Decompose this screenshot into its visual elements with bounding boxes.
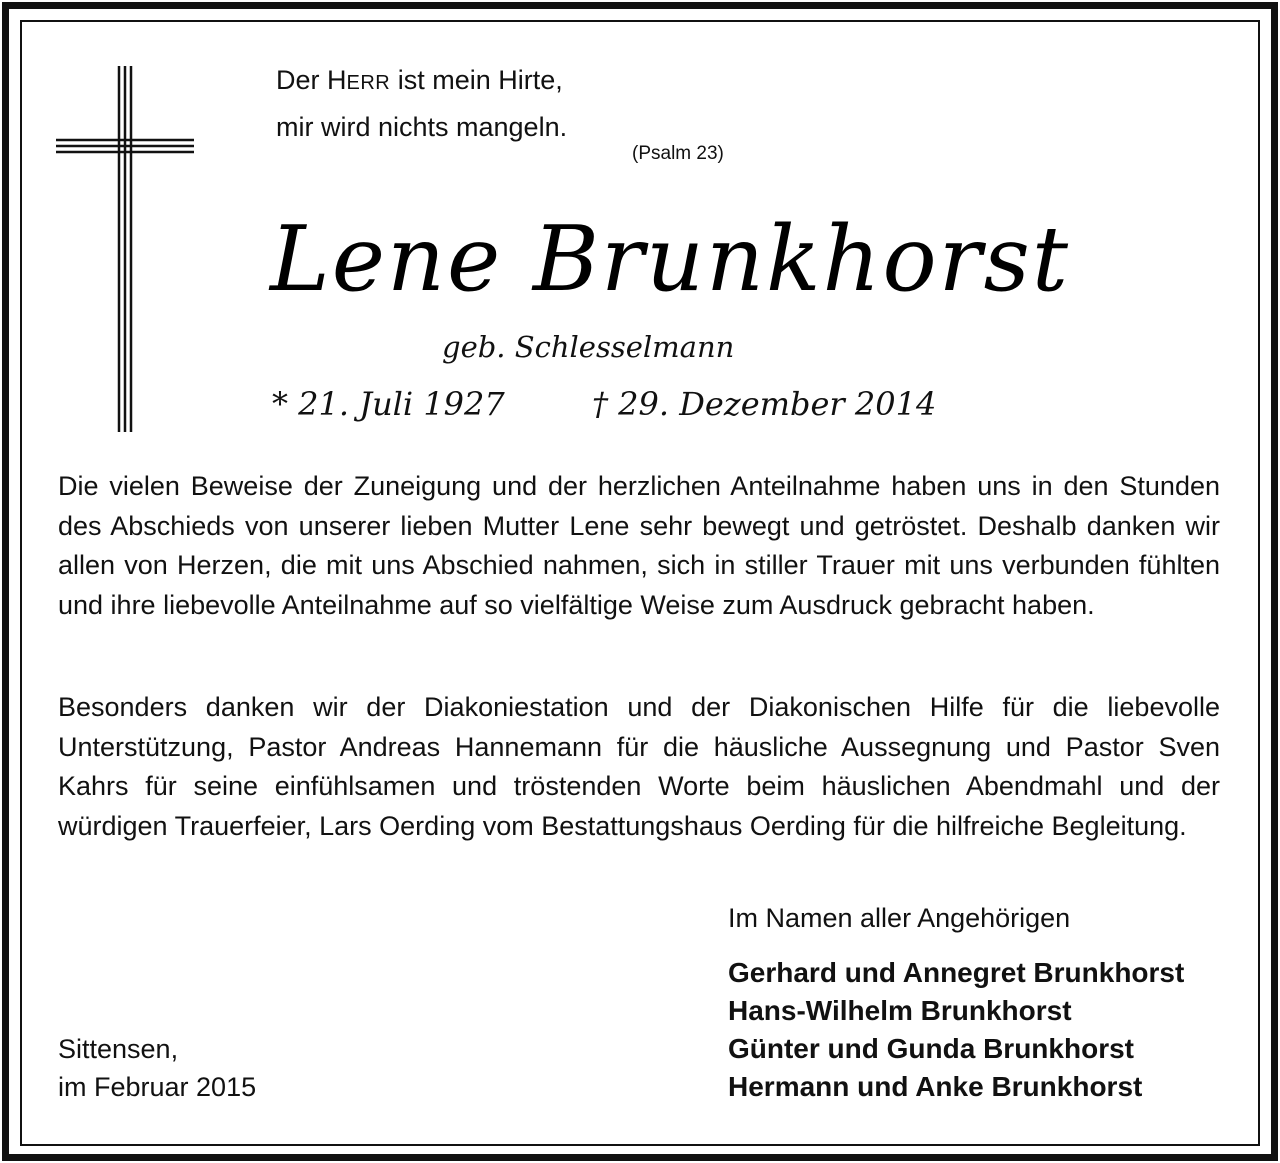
psalm-line-1 bbox=[276, 58, 567, 105]
place: Sittensen, bbox=[58, 1034, 179, 1064]
signer-list bbox=[728, 954, 1184, 1106]
thanks-paragraph-2: Besonders danken wir der Diakoniestation und der Diakonischen Hilfe für die liebevolle Unterstützung, Pastor Andreas Hannemann für die häusliche Aussegnung und Pastor Sven Kahrs für seine einfühlsamen und tröstenden Worte beim häuslichen Abendmahl und der würdigen Trauerfeier, Lars Oerding vom Bestattungshaus Oerding für die hilfreiche Begleitung. bbox=[58, 692, 1220, 841]
psalm-herr-rest: ERR bbox=[346, 72, 391, 94]
death-date: † 29. Dezember 2014 bbox=[592, 385, 937, 423]
psalm-line-2: mir wird nichts mangeln. bbox=[276, 112, 568, 142]
date: im Februar 2015 bbox=[58, 1072, 257, 1102]
signer-name: Hans-Wilhelm Brunkhorst bbox=[728, 995, 1072, 1026]
psalm-line-1-start: Der bbox=[276, 65, 328, 95]
signer-name: Günter und Gunda Brunkhorst bbox=[728, 1033, 1134, 1064]
thanks-paragraph-1: Die vielen Beweise der Zuneigung und der herzlichen Anteilnahme haben uns in den Stunden des Abschieds von unserer lieben Mutter Lene sehr bewegt und getröstet. Deshalb danken wir allen von Herzen, die mit uns Abschied nahmen, sich in stiller Trauer mit uns verbunden fühlten und ihre liebevolle Anteilnahme auf so vielfältige Weise zum Ausdruck gebracht haben. bbox=[58, 471, 1220, 620]
psalm-verse bbox=[276, 58, 567, 149]
signer-name: Hermann und Anke Brunkhorst bbox=[728, 1071, 1143, 1102]
signer-name: Gerhard und Annegret Brunkhorst bbox=[728, 957, 1185, 988]
deceased-name: Lene Brunkhorst bbox=[270, 207, 1071, 312]
signature-intro: Im Namen aller Angehörigen bbox=[728, 903, 1071, 933]
cross-icon bbox=[56, 66, 194, 432]
psalm-reference: (Psalm 23) bbox=[632, 143, 724, 164]
maiden-name: geb. Schlesselmann bbox=[442, 330, 735, 364]
birth-date: * 21. Juli 1927 bbox=[272, 385, 505, 423]
psalm-line-1-end: ist mein Hirte, bbox=[390, 65, 563, 95]
place-date bbox=[58, 1030, 256, 1106]
psalm-herr-initial: H bbox=[327, 65, 347, 95]
